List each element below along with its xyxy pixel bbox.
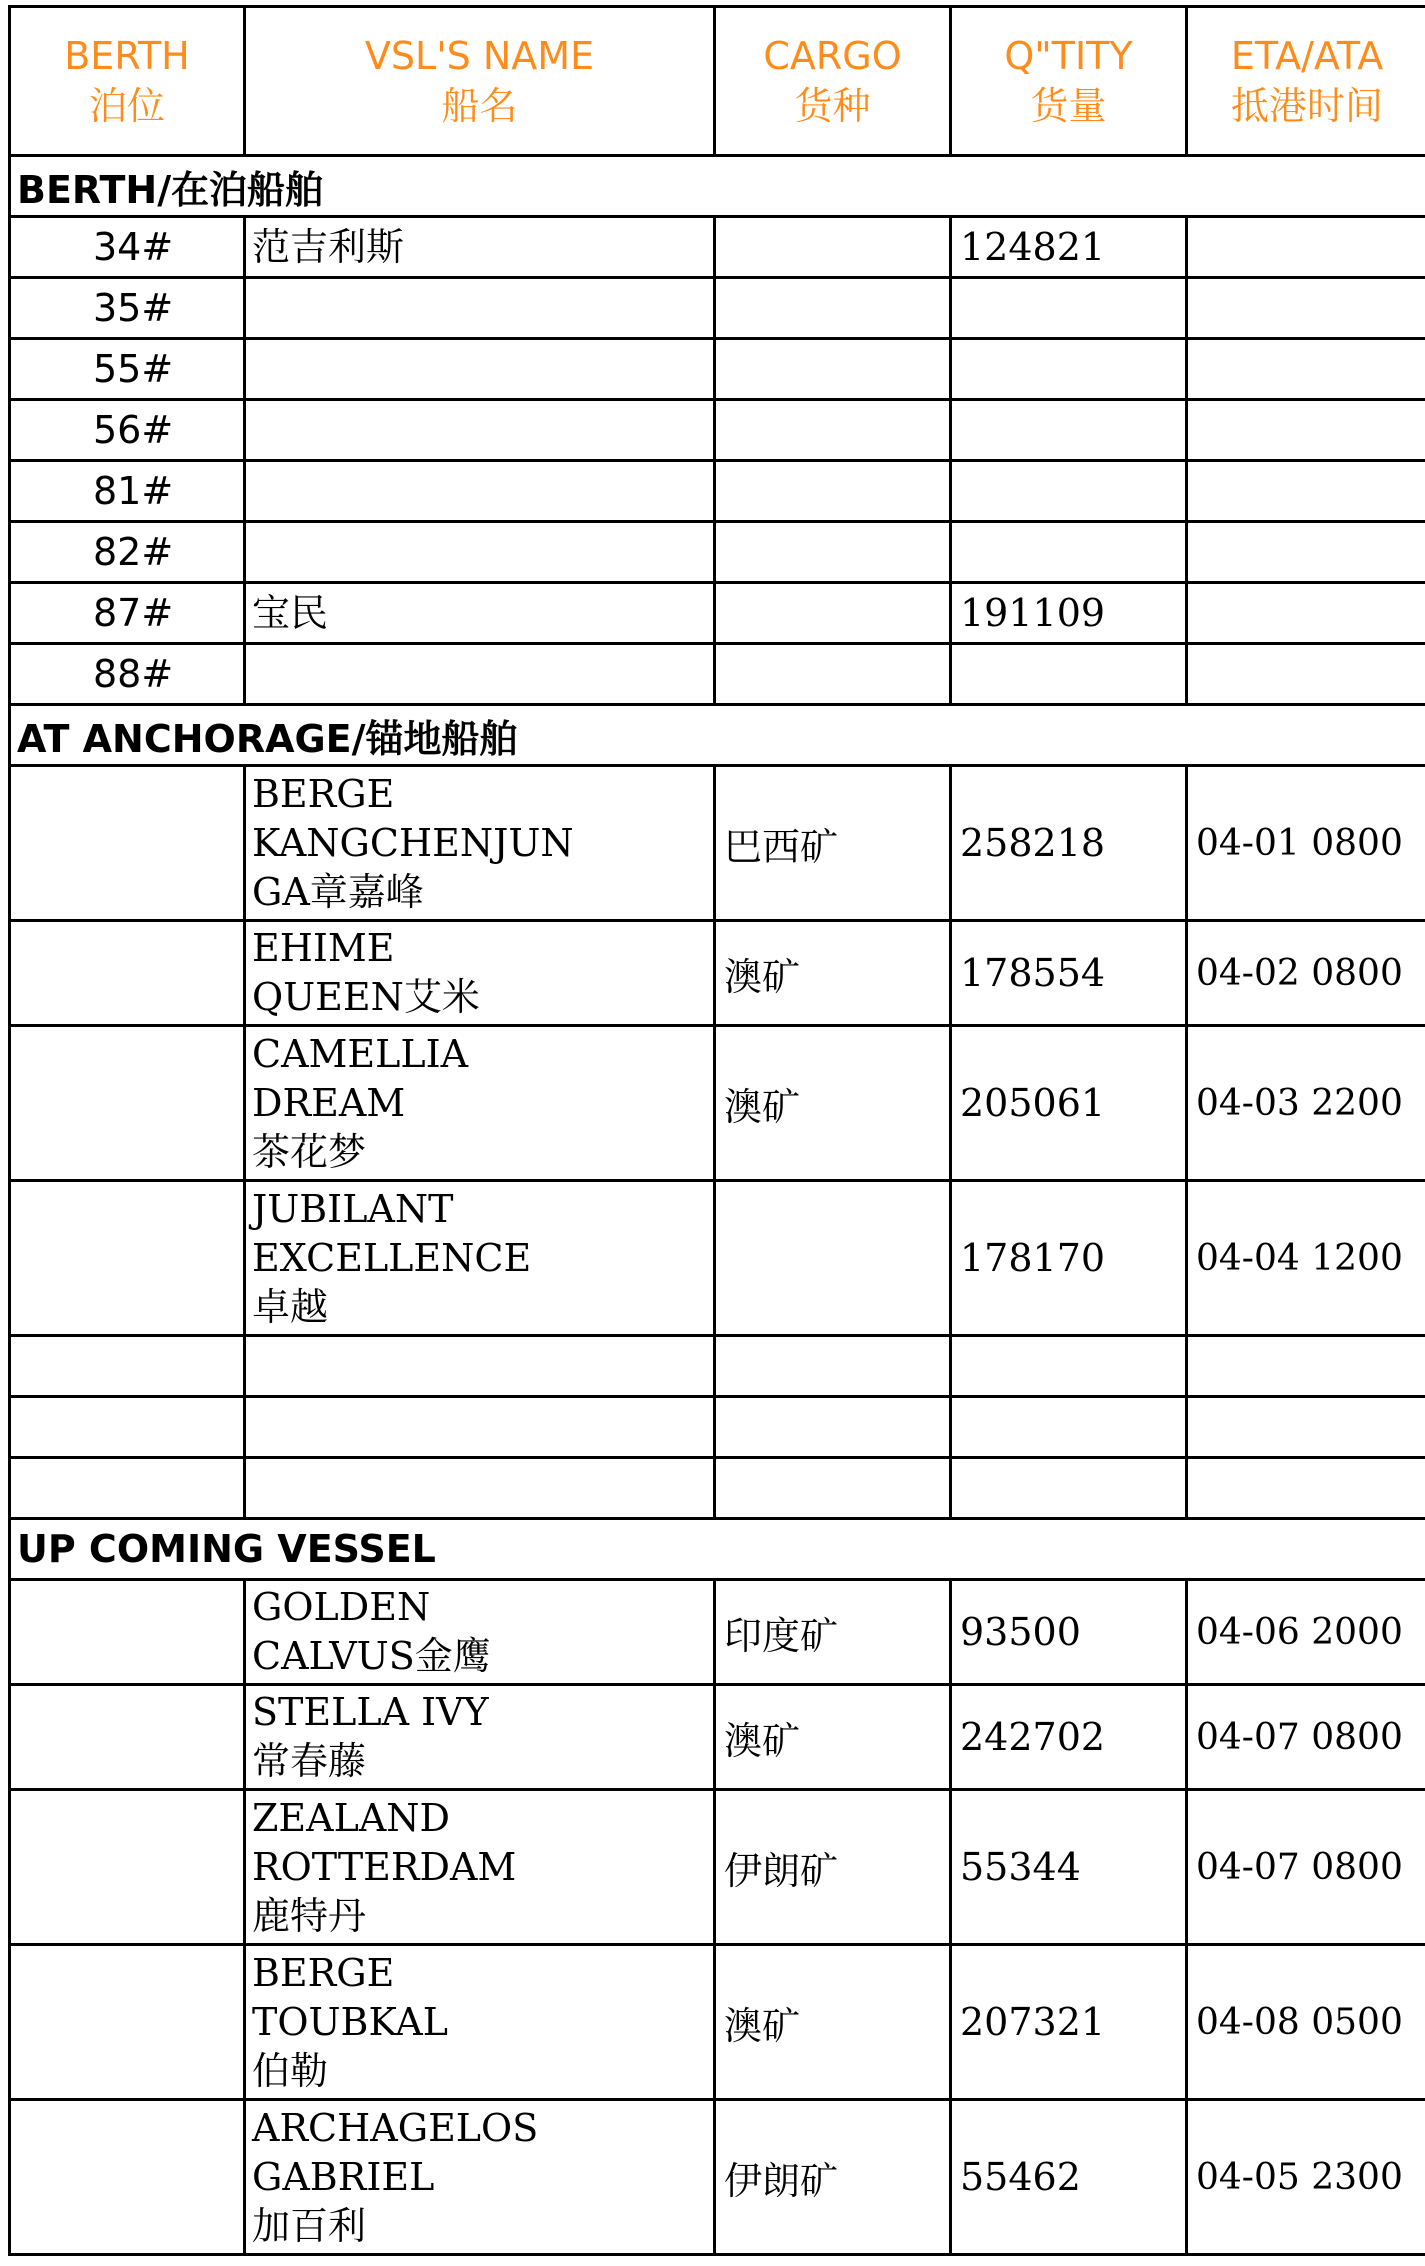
vessel-name-line: GA章嘉峰 [252, 869, 424, 914]
vessel-name-cell [245, 1580, 715, 1685]
berth-cell: 56# [10, 400, 245, 461]
eta-cell [1187, 278, 1425, 339]
header-qty-en: Q"TITY [1004, 34, 1133, 78]
eta-cell [1187, 583, 1425, 644]
header-eta-en: ETA/ATA [1230, 34, 1384, 78]
table-row [10, 278, 1425, 339]
berth-cell [10, 1580, 245, 1685]
section-title-section-anchorage: AT ANCHORAGE/锚地船舶 [10, 705, 1425, 766]
table-row [10, 644, 1425, 705]
section-upcoming-row [10, 1519, 1425, 1580]
vessel-name-line: 茶花梦 [252, 1129, 367, 1174]
vessel-name-line: CALVUS金鹰 [252, 1634, 491, 1678]
eta-cell [1187, 339, 1425, 400]
table-row [10, 461, 1425, 522]
header-vessel-name [245, 7, 715, 156]
cargo-cell [715, 644, 951, 705]
vessel-name-line: ROTTERDAM [252, 1844, 517, 1889]
cargo-cell: 澳矿 [715, 1685, 951, 1790]
berth-cell [10, 1945, 245, 2100]
quantity-cell: 207321 [951, 1945, 1187, 2100]
table-row [10, 1945, 1425, 2100]
header-name-en: VSL'S NAME [364, 34, 595, 78]
cargo-cell: 巴西矿 [715, 766, 951, 921]
quantity-cell: 93500 [951, 1580, 1187, 1685]
quantity-cell [951, 339, 1187, 400]
empty-cell [10, 1458, 245, 1519]
table-row [10, 766, 1425, 921]
empty-row [10, 1397, 1425, 1458]
berth-cell: 34# [10, 217, 245, 278]
cargo-cell: 澳矿 [715, 1026, 951, 1181]
vessel-name-line: 常春藤 [252, 1739, 367, 1783]
eta-cell: 04-03 2200 [1187, 1026, 1425, 1181]
table-row [10, 339, 1425, 400]
vessel-name-cell [245, 461, 715, 522]
header-qty-cn: 货量 [1030, 84, 1107, 128]
header-cargo [715, 7, 951, 156]
vessel-name-line: 加百利 [252, 2203, 367, 2248]
berth-cell [10, 1181, 245, 1336]
quantity-cell: 55344 [951, 1790, 1187, 1945]
table-row [10, 1790, 1425, 1945]
empty-cell [245, 1336, 715, 1397]
vessel-name-cell [245, 766, 715, 921]
quantity-cell: 242702 [951, 1685, 1187, 1790]
empty-row [10, 1458, 1425, 1519]
vessel-name-line: TOUBKAL [252, 1999, 448, 2044]
empty-row [10, 1336, 1425, 1397]
table-row [10, 400, 1425, 461]
vessel-schedule-sheet [8, 5, 1425, 2256]
header-name-cn: 船名 [441, 84, 518, 128]
cargo-cell [715, 400, 951, 461]
vessel-name-line: BERGE [252, 771, 395, 816]
berth-cell [10, 766, 245, 921]
quantity-cell: 55462 [951, 2100, 1187, 2255]
cargo-cell: 澳矿 [715, 1945, 951, 2100]
empty-cell [715, 1336, 951, 1397]
berth-cell: 88# [10, 644, 245, 705]
eta-cell [1187, 522, 1425, 583]
berth-cell [10, 1685, 245, 1790]
empty-cell [10, 1397, 245, 1458]
quantity-cell [951, 644, 1187, 705]
quantity-cell [951, 522, 1187, 583]
empty-cell [1187, 1397, 1425, 1458]
vessel-name-line: STELLA IVY [252, 1690, 489, 1734]
vessel-name-cell [245, 522, 715, 583]
section-title-section-upcoming: UP COMING VESSEL [10, 1519, 1425, 1580]
vessel-name-line: 伯勒 [252, 2048, 329, 2093]
quantity-cell: 178170 [951, 1181, 1187, 1336]
vessel-name-cell [245, 1026, 715, 1181]
cargo-cell [715, 217, 951, 278]
cargo-cell [715, 583, 951, 644]
quantity-cell: 258218 [951, 766, 1187, 921]
vessel-name-line: EHIME [252, 926, 395, 970]
header-berth-cn: 泊位 [88, 84, 165, 128]
quantity-cell [951, 400, 1187, 461]
table-row [10, 921, 1425, 1026]
empty-cell [715, 1397, 951, 1458]
empty-cell [245, 1397, 715, 1458]
berth-cell [10, 921, 245, 1026]
vessel-name-line: DREAM [252, 1080, 406, 1125]
table-row [10, 1026, 1425, 1181]
quantity-cell: 205061 [951, 1026, 1187, 1181]
empty-cell [10, 1336, 245, 1397]
header-row [10, 7, 1425, 156]
table-row [10, 583, 1425, 644]
eta-cell: 04-07 0800 [1187, 1685, 1425, 1790]
vessel-name-line: CAMELLIA [252, 1031, 469, 1076]
empty-cell [1187, 1336, 1425, 1397]
header-berth [10, 7, 245, 156]
header-cargo-en: CARGO [763, 34, 902, 78]
eta-cell [1187, 644, 1425, 705]
header-berth-en: BERTH [64, 34, 190, 78]
section-berth-row [10, 156, 1425, 217]
vessel-name-line: QUEEN艾米 [252, 975, 480, 1019]
quantity-cell: 178554 [951, 921, 1187, 1026]
header-quantity [951, 7, 1187, 156]
vessel-name-line: ZEALAND [252, 1795, 450, 1840]
eta-cell: 04-07 0800 [1187, 1790, 1425, 1945]
vessel-name-cell [245, 1945, 715, 2100]
berth-cell: 55# [10, 339, 245, 400]
vessel-name-cell [245, 921, 715, 1026]
eta-cell: 04-05 2300 [1187, 2100, 1425, 2255]
vessel-name-cell [245, 644, 715, 705]
eta-cell: 04-08 0500 [1187, 1945, 1425, 2100]
table-row [10, 522, 1425, 583]
vessel-name-cell [245, 1181, 715, 1336]
vessel-name-cell: 宝民 [245, 583, 715, 644]
quantity-cell [951, 461, 1187, 522]
cargo-cell: 伊朗矿 [715, 2100, 951, 2255]
berth-cell: 35# [10, 278, 245, 339]
cargo-cell: 澳矿 [715, 921, 951, 1026]
vessel-name-cell [245, 278, 715, 339]
vessel-name-cell [245, 339, 715, 400]
vessel-name-line: BERGE [252, 1950, 395, 1995]
berth-cell: 82# [10, 522, 245, 583]
vessel-name-cell [245, 1685, 715, 1790]
berth-cell: 81# [10, 461, 245, 522]
quantity-cell: 191109 [951, 583, 1187, 644]
vessel-name-line: JUBILANT [252, 1186, 454, 1231]
vessel-name-cell [245, 1790, 715, 1945]
vessel-name-cell [245, 2100, 715, 2255]
empty-cell [951, 1336, 1187, 1397]
cargo-cell: 印度矿 [715, 1580, 951, 1685]
eta-cell: 04-01 0800 [1187, 766, 1425, 921]
empty-cell [715, 1458, 951, 1519]
table-row [10, 217, 1425, 278]
section-anchorage-row [10, 705, 1425, 766]
vessel-name-line: GABRIEL [252, 2154, 435, 2199]
quantity-cell [951, 278, 1187, 339]
vessel-name-cell [245, 400, 715, 461]
table-row [10, 1685, 1425, 1790]
cargo-cell [715, 278, 951, 339]
empty-cell [951, 1458, 1187, 1519]
table-row [10, 1580, 1425, 1685]
vessel-name-line: 卓越 [252, 1284, 329, 1329]
section-title-berth: BERTH/在泊船舶 [10, 156, 1425, 217]
eta-cell: 04-04 1200 [1187, 1181, 1425, 1336]
vessel-name-line: KANGCHENJUN [252, 820, 574, 865]
vessel-name-line: ARCHAGELOS [252, 2105, 539, 2150]
table-row [10, 2100, 1425, 2255]
cargo-cell [715, 339, 951, 400]
header-cargo-cn: 货种 [794, 84, 871, 128]
cargo-cell [715, 1181, 951, 1336]
berth-cell: 87# [10, 583, 245, 644]
cargo-cell [715, 461, 951, 522]
vessel-name-line: GOLDEN [252, 1585, 431, 1629]
eta-cell [1187, 400, 1425, 461]
cargo-cell: 伊朗矿 [715, 1790, 951, 1945]
eta-cell: 04-06 2000 [1187, 1580, 1425, 1685]
vessel-schedule-table [8, 5, 1425, 2256]
eta-cell [1187, 217, 1425, 278]
empty-cell [951, 1397, 1187, 1458]
berth-cell [10, 2100, 245, 2255]
table-row [10, 1181, 1425, 1336]
empty-cell [245, 1458, 715, 1519]
header-eta-cn: 抵港时间 [1230, 84, 1383, 128]
cargo-cell [715, 522, 951, 583]
vessel-name-line: 鹿特丹 [252, 1893, 367, 1938]
eta-cell [1187, 461, 1425, 522]
header-eta [1187, 7, 1425, 156]
quantity-cell: 124821 [951, 217, 1187, 278]
berth-cell [10, 1026, 245, 1181]
vessel-name-cell: 范吉利斯 [245, 217, 715, 278]
empty-cell [1187, 1458, 1425, 1519]
eta-cell: 04-02 0800 [1187, 921, 1425, 1026]
vessel-name-line: EXCELLENCE [252, 1235, 532, 1280]
berth-cell [10, 1790, 245, 1945]
